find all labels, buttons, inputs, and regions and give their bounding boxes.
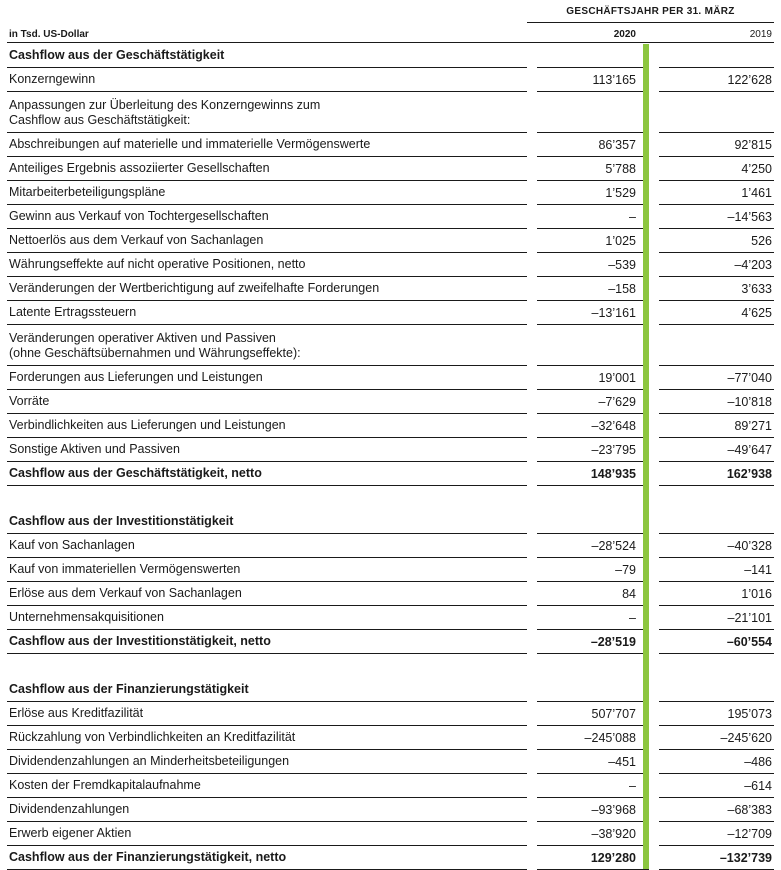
table-row [7,276,774,301]
row-label [9,730,295,745]
row-label-line: Sonstige Aktiven und Passiven [9,442,180,456]
table-row [7,204,774,229]
table-row [7,413,774,438]
value-2020: –38’920 [591,827,636,841]
value-2019: –14’563 [727,210,772,224]
row-label [9,209,269,224]
row-label-line: Abschreibungen auf materielle und immaterielle Vermögenswerte [9,137,371,151]
table-row [7,797,774,822]
table-row [7,91,774,133]
row-label-line: Anpassungen zur Überleitung des Konzerngewinns zum [9,98,321,112]
row-label-line: Nettoerlös aus dem Verkauf von Sachanlagen [9,233,264,247]
row-label-line: Veränderungen der Wertberichtigung auf zweifelhafte Forderungen [9,281,380,295]
value-2020: 1’025 [605,234,636,248]
value-2019: –245’620 [720,731,772,745]
subtotal-row [7,629,774,654]
value-2019: –486 [744,755,772,769]
subtotal-row [7,461,774,486]
row-label-line: Kosten der Fremdkapitalaufnahme [9,778,201,792]
column-2020: 2020 [613,29,636,40]
value-2019: 1’016 [741,587,772,601]
value-2020: 19’001 [598,371,636,385]
row-label-line: Kauf von Sachanlagen [9,538,135,552]
row-label-line: Dividendenzahlungen an Minderheitsbeteiligungen [9,754,290,768]
row-label [9,331,301,361]
table-row [7,605,774,630]
value-2020: –32’648 [591,419,636,433]
row-label [9,850,286,865]
table-row [7,252,774,277]
table-row [7,156,774,181]
row-label-line: Erlöse aus dem Verkauf von Sachanlagen [9,586,242,600]
value-2019: –68’383 [727,803,772,817]
value-2019: –132’739 [719,851,772,865]
row-label-line: Währungseffekte auf nicht operative Positionen, netto [9,257,306,271]
value-2019: –10’818 [727,395,772,409]
value-2019: 195’073 [727,707,772,721]
row-label [9,281,379,296]
table-row [7,300,774,325]
subtotal-row [7,845,774,870]
value-2020: 113’165 [592,73,636,87]
value-2020: –245’088 [584,731,636,745]
value-2020: –79 [615,563,636,577]
row-label [9,185,165,200]
row-label [9,802,129,817]
value-2019: 92’815 [734,138,772,152]
value-2020: –28’524 [591,539,636,553]
row-label [9,754,289,769]
row-label [9,778,201,793]
value-2020: 507’707 [591,707,636,721]
row-label [9,161,270,176]
table-row [7,557,774,582]
value-2020: 1’529 [605,186,636,200]
row-label [9,48,224,63]
row-label [9,682,249,697]
value-2020: 5’788 [605,162,636,176]
section-heading-row [7,677,774,702]
table-row [7,821,774,846]
row-label [9,72,95,87]
row-label [9,305,136,320]
table-row [7,701,774,726]
value-2020: –539 [608,258,636,272]
row-label [9,137,370,152]
table-row [7,365,774,390]
row-label-line: Rückzahlung von Verbindlichkeiten an Kreditfazilität [9,730,296,744]
row-label-line: Cashflow aus der Investitionstätigkeit, netto [9,634,271,648]
table-row [7,180,774,205]
table-row [7,437,774,462]
cashflow-statement [7,0,774,869]
value-2020: –13’161 [591,306,636,320]
table-row [7,228,774,253]
spacer-row [7,653,774,677]
row-label-line: Konzerngewinn [9,72,96,86]
row-label-line: Gewinn aus Verkauf von Tochtergesellschaften [9,209,269,223]
row-label [9,610,164,625]
value-2019: –40’328 [727,539,772,553]
current-year-highlight-bar [643,44,649,869]
row-label-line: Veränderungen operativer Aktiven und Passiven [9,331,276,345]
row-label-line: Anteiliges Ergebnis assoziierter Gesellschaften [9,161,270,175]
row-label-line: Unternehmensakquisitionen [9,610,164,624]
row-label-line: Cashflow aus der Finanzierungstätigkeit [9,682,249,696]
row-label-line: Erwerb eigener Aktien [9,826,132,840]
row-label-line: (ohne Geschäftsübernahmen und Währungseffekte): [9,346,301,360]
column-2019: 2019 [749,29,772,40]
table-row [7,67,774,92]
table-row [7,389,774,414]
row-label [9,826,131,841]
value-2019: 122’628 [727,73,772,87]
section-heading-row [7,509,774,534]
value-2019: –141 [744,563,772,577]
value-2020: 148’935 [590,467,636,481]
row-label-line: Cashflow aus der Geschäftstätigkeit, netto [9,466,262,480]
value-2020: – [629,611,636,625]
row-label-line: Cashflow aus der Investitionstätigkeit [9,514,234,528]
value-2019: –21’101 [727,611,772,625]
table-row [7,581,774,606]
value-2019: 162’938 [726,467,772,481]
row-label [9,634,271,649]
value-2020: –23’795 [591,443,636,457]
value-2019: 1’461 [741,186,772,200]
value-2019: 4’625 [741,306,772,320]
value-2020: –451 [608,755,636,769]
row-label-line: Forderungen aus Lieferungen und Leistungen [9,370,263,384]
value-2019: –12’709 [727,827,772,841]
spacer-row [7,485,774,509]
value-2020: 86’357 [598,138,636,152]
value-2020: – [629,779,636,793]
row-label-line: Erlöse aus Kreditfazilität [9,706,144,720]
value-2020: –158 [608,282,636,296]
row-label-line: Kauf von immateriellen Vermögenswerten [9,562,241,576]
row-label [9,442,180,457]
row-label [9,466,262,481]
value-2019: 4’250 [741,162,772,176]
table-row [7,132,774,157]
value-2019: –49’647 [727,443,772,457]
value-2020: – [629,210,636,224]
value-2019: –60’554 [726,635,772,649]
row-label [9,98,320,128]
row-label [9,257,305,272]
row-label-line: Cashflow aus der Finanzierungstätigkeit, netto [9,850,287,864]
row-label-line: Cashflow aus Geschäftstätigkeit: [9,113,191,127]
row-label-line: Dividendenzahlungen [9,802,130,816]
value-2020: –93’968 [591,803,636,817]
row-label [9,370,263,385]
value-2019: 526 [751,234,772,248]
value-2020: –28’519 [590,635,636,649]
value-2019: –4’203 [734,258,772,272]
row-label-line: Latente Ertragssteuern [9,305,137,319]
value-2019: –77’040 [727,371,772,385]
value-2020: –7’629 [598,395,636,409]
period-rule [527,22,774,23]
table-row [7,749,774,774]
row-label [9,233,263,248]
row-label [9,538,135,553]
table-row [7,773,774,798]
table-row [7,324,774,366]
row-label-line: Verbindlichkeiten aus Lieferungen und Leistungen [9,418,286,432]
row-label-line: Mitarbeiterbeteiligungspläne [9,185,166,199]
unit-label: in Tsd. US-Dollar [9,29,89,40]
value-2020: 84 [622,587,636,601]
row-label [9,586,242,601]
value-2019: –614 [744,779,772,793]
value-2019: 3’633 [741,282,772,296]
period-heading: GESCHÄFTSJAHR PER 31. MÄRZ [566,6,735,17]
row-label [9,706,143,721]
value-2019: 89’271 [734,419,772,433]
value-2020: 129’280 [590,851,636,865]
row-label-line: Vorräte [9,394,50,408]
row-label [9,394,49,409]
section-heading-row [7,43,774,68]
table-row [7,725,774,750]
row-label [9,562,240,577]
row-label-line: Cashflow aus der Geschäftstätigkeit [9,48,225,62]
row-label [9,514,233,529]
column-header-row [7,24,774,43]
row-label [9,418,286,433]
table-row [7,533,774,558]
